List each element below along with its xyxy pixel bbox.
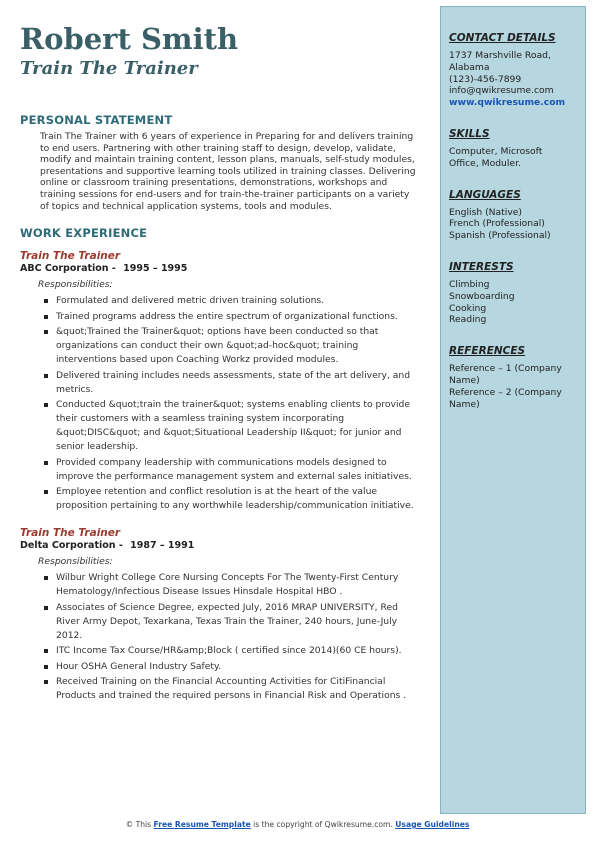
language-item: English (Native) xyxy=(449,206,523,218)
address-line-2: Alabama xyxy=(449,61,490,73)
skills-line: Computer, Microsoft xyxy=(449,145,543,157)
job-dates: 1987 – 1991 xyxy=(130,540,195,552)
contact-heading: CONTACT DETAILS xyxy=(449,32,556,44)
list-item: ITC Income Tax Course/HR&amp;Block ( certified since 2014)(60 CE hours). xyxy=(42,644,418,658)
footer-prefix: © This xyxy=(125,820,152,829)
skills-line: Office, Moduler. xyxy=(449,157,521,169)
interest-item: Cooking xyxy=(449,302,487,314)
candidate-title: Train The Trainer xyxy=(20,58,198,79)
job-dates: 1995 – 1995 xyxy=(123,263,188,275)
responsibilities-list xyxy=(42,571,418,703)
job-company: Delta Corporation - xyxy=(20,540,123,552)
list-item: Conducted &quot;train the trainer&quot; systems enabling clients to provide their customers with a seamless training system incorporating &quot;DISC&quot; and &quot;Situational Leadership II&quot; for junior and senior leadership. xyxy=(42,398,418,454)
list-item: Delivered training includes needs assessments, state of the art delivery, and metrics. xyxy=(42,369,418,397)
list-item: Associates of Science Degree, expected July, 2016 MRAP UNIVERSITY, Red River Army Depot, Texarkana, Texas Train the Trainer, 240 hours, June-July 2012. xyxy=(42,601,418,643)
website-link[interactable]: www.qwikresume.com xyxy=(449,97,566,109)
skills-section xyxy=(449,128,577,170)
email[interactable]: info@qwikresume.com xyxy=(449,85,554,97)
job-role: Train The Trainer xyxy=(20,527,121,540)
sidebar xyxy=(440,6,586,814)
footer-middle: is the copyright of Qwikresume.com. xyxy=(253,820,393,829)
personal-statement-text: Train The Trainer with 6 years of experience in Preparing for and delivers training to end users. Partnering with other training staff to design, develop, validate, modify and maintain training content, lesson plans, manuals, self-study modules, presentations and supportive learning tools utilized in training classes. Delivering online or classroom training presentations, demonstrations, workshops and training sessions for end-users and for train-the-trainer participants on a variety of topics and technical application systems, tools and modules. xyxy=(40,131,416,212)
language-item: Spanish (Professional) xyxy=(449,230,551,242)
list-item: Provided company leadership with communications models designed to improve the performance management system and external sales initiatives. xyxy=(42,456,418,484)
free-resume-template-link[interactable]: Free Resume Template xyxy=(153,820,251,829)
language-item: French (Professional) xyxy=(449,218,545,230)
footer xyxy=(0,820,595,829)
list-item: Wilbur Wright College Core Nursing Concepts For The Twenty-First Century Hematology/Infectious Disease Issues Hinsdale Hospital HBO . xyxy=(42,571,418,599)
reference-line: Reference – 1 (Company xyxy=(449,363,562,375)
references-heading: REFERENCES xyxy=(449,345,526,358)
list-item: Received Training on the Financial Accounting Activities for CitiFinancial Products and trained the required persons in Financial Risk and Operations . xyxy=(42,675,418,703)
usage-guidelines-link[interactable]: Usage Guidelines xyxy=(395,820,470,829)
languages-section xyxy=(449,189,577,242)
job-company: ABC Corporation - xyxy=(20,263,116,275)
main-column xyxy=(20,22,418,705)
job-company-line xyxy=(20,263,418,274)
address-line-1: 1737 Marshville Road, xyxy=(449,50,551,61)
languages-heading: LANGUAGES xyxy=(449,188,521,201)
interest-item: Reading xyxy=(449,314,487,326)
reference-line: Reference – 2 (Company xyxy=(449,386,562,398)
references-section xyxy=(449,345,577,410)
list-item: Employee retention and conflict resolution is at the heart of the value proposition pertaining to any worthwhile leadership/communication initiative. xyxy=(42,485,418,513)
job-company-line xyxy=(20,540,418,551)
responsibilities-list xyxy=(42,294,418,513)
interests-section xyxy=(449,261,577,326)
list-item: &quot;Trained the Trainer&quot; options have been conducted so that organizations can conduct their own &quot;ad-hoc&quot; training interventions based upon Coaching Workz provided modules. xyxy=(42,325,418,367)
job-entry-1 xyxy=(20,250,418,513)
work-experience-heading: WORK EXPERIENCE xyxy=(20,226,148,241)
list-item: Hour OSHA General Industry Safety. xyxy=(42,660,418,674)
reference-line: Name) xyxy=(449,374,480,386)
job-entry-2 xyxy=(20,527,418,703)
personal-statement-heading: PERSONAL STATEMENT xyxy=(20,113,173,127)
skills-heading: SKILLS xyxy=(449,127,490,140)
reference-line: Name) xyxy=(449,398,480,410)
list-item: Formulated and delivered metric driven training solutions. xyxy=(42,294,418,308)
interest-item: Snowboarding xyxy=(449,290,515,302)
interests-heading: INTERESTS xyxy=(449,260,514,273)
phone: (123)-456-7899 xyxy=(449,73,522,85)
responsibilities-label: Responsibilities: xyxy=(38,556,113,568)
list-item: Trained programs address the entire spectrum of organizational functions. xyxy=(42,310,418,324)
contact-section xyxy=(449,32,577,109)
candidate-name: Robert Smith xyxy=(20,22,239,56)
job-role: Train The Trainer xyxy=(20,250,121,263)
interest-item: Climbing xyxy=(449,278,490,290)
responsibilities-label: Responsibilities: xyxy=(38,279,113,291)
